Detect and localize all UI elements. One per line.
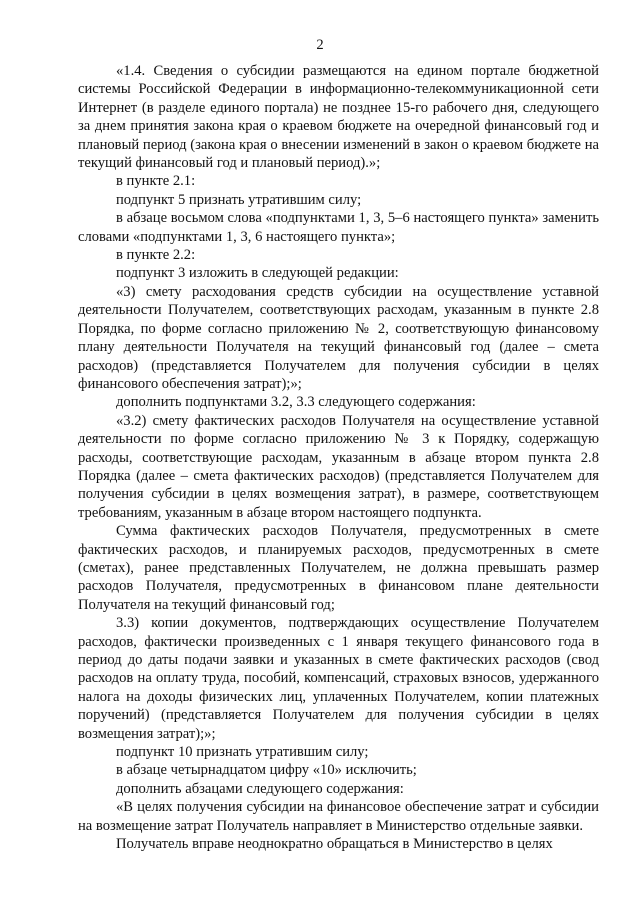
paragraph-add-abzatsy: дополнить абзацами следующего содержания:	[116, 780, 404, 797]
paragraph-actual-expenses-sum: Сумма фактических расходов Получателя, предусмотренных в смете фактических расходов, и планируемых расходов, предусмотренных в смете (сметах), ранее представленных Получателем, не должна превышать размер расходов Получателя, предусмотренных в финансовом плане деятельности Получателя на текущий финансовый год;	[78, 523, 599, 613]
paragraph-subclause-3-3: 3.3) копии документов, подтверждающих осуществление Получателем расходов, фактически произведенных с 1 января текущего финансового года в период до даты подачи заявки и указанных в смете фактических расходов (свод расходов на оплату труда, пособий, компенсаций, страховых взносов, удержанного налога на доходы физических лиц, уплаченных Получателем, копии платежных поручений) (представляется Получателем для получения субсидии в целях возмещения затрат);»;	[78, 615, 599, 742]
page-number: 2	[316, 37, 324, 53]
paragraph-fourteenth-abzats: в абзаце четырнадцатом цифру «10» исключить;	[116, 762, 417, 779]
paragraph-separate-applications: «В целях получения субсидии на финансовое обеспечение затрат и субсидии на возмещение затрат Получатель направляет в Министерство отдельные заявки.	[78, 799, 599, 834]
paragraph-clause-2-2: в пункте 2.2:	[116, 247, 196, 264]
paragraph-repeated-application: Получатель вправе неоднократно обращаться в Министерство в целях	[116, 836, 553, 853]
paragraph-subclause-3-2: «3.2) смету фактических расходов Получателя на осуществление уставной деятельности по форме согласно приложению № 3 к Порядку, содержащую расходы, соответствующие расходам, указанным в абзаце втором пункта 2.8 Порядка (далее – смета фактических расходов) (представляется Получателем для получения субсидии в целях возмещения затрат), в размере, соответствующем требованиям, указанным в абзаце втором настоящего подпункта.	[78, 412, 599, 521]
paragraph-subclause-10-void: подпункт 10 признать утратившим силу;	[116, 744, 369, 761]
document-body	[78, 62, 599, 853]
paragraph-clause-2-1: в пункте 2.1:	[116, 173, 196, 190]
paragraph-eighth-abzats: в абзаце восьмом слова «подпунктами 1, 3, 5–6 настоящего пункта» заменить словами «подпунктами 1, 3, 6 настоящего пункта»;	[78, 210, 599, 245]
paragraph-1-4-subsidy-info: «1.4. Сведения о субсидии размещаются на едином портале бюджетной системы Российской Федерации в информационно-телекоммуникационной сети Интернет (в разделе единого портала) не позднее 15-го рабочего дня, следующего за днем принятия закона края о краевом бюджете на очередной финансовый год и плановый период (закона края о внесении изменений в закон о краевом бюджете на текущий финансовый год и плановый период).»;	[78, 63, 599, 172]
paragraph-add-subclauses: дополнить подпунктами 3.2, 3.3 следующего содержания:	[116, 394, 476, 411]
paragraph-subclause-5-void: подпункт 5 признать утратившим силу;	[116, 191, 362, 208]
paragraph-subclause-3-text: «3) смету расходования средств субсидии на осуществление уставной деятельности Получателем, соответствующих расходам, указанным в пункте 2.8 Порядка, по форме согласно приложению № 2, соответствующую финансовому плану деятельности Получателя на текущий финансовый год (далее – смета расходов) (представляется Получателем для получения субсидии в целях финансового обеспечения затрат);»;	[78, 283, 599, 392]
paragraph-subclause-3-new-wording: подпункт 3 изложить в следующей редакции:	[116, 265, 399, 282]
